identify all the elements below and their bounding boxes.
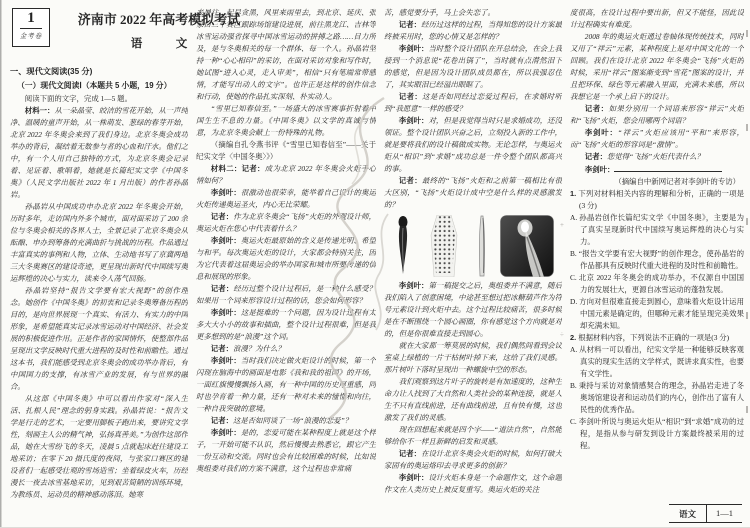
dialog-paragraph: 李剑叶：奥运火炬最原始的含义是传递光明、希望与和平。每次奥运火炬的设计，大家都会特别关注，因为它代表着这届奥运会的举办国家和城市所要传递的信息和展现的形象。 [196,236,376,281]
dialog-paragraph: 李剑叶：当时我们决定做火炬设计的时候，第一个闪现在脑海中的画面是电影《我和我的祖国》的开场，一面红旗慢慢飘扬入画，有一种中国的历史厚重感，同时也孕育着一种力量，还有一种对未来的憧憬和向往，一种自我突破的意境。 [196,356,376,413]
column-4 [570,7,744,504]
scan-edge-mark [746,406,748,413]
dialog-paragraph: 记者：最终的“飞扬”火炬和之前第一稿相比有很大区别，“飞扬”火炬设计成中空是什么样的灵感激发的？ [384,176,562,209]
paragraph: 就在大家都一筹莫展的时候，我们偶然间看到会议室桌上绿植的一片干枯树叶掉下来，这给了我们灵感。那片树叶下落时呈现出一种螺旋中空的形态。 [384,341,562,374]
option-item: B. “报告文学要有宏大视野”的创作理念，使孙晶岩的作品都具有反映时代重大进程的及时性和前瞻性。 [570,249,744,270]
torch-flame-photo-icon [500,215,554,277]
dialog-paragraph: 记者：作为北京冬奥会“飞扬”火炬的外观设计师，奥运火炬在您心中代表着什么？ [196,212,376,233]
paragraph: 苦，感觉要分手，马上会失恋了。 [384,8,495,17]
question-stem: 2. 根据材料内容，下列说法不正确的一项是(3 分) [570,333,730,342]
paragraph: 孙晶岩从中国成功申办北京 2022 年冬奥会开始，历时多年，走访国内外多个城市，面对面采访了 200 余位与冬奥会相关的各界人士，全景记录了北京冬奥会从酝酿、申办到筹备的充满曲折与挑战的历程。作品通过丰富真实的事例和人物，立体、生动地书写了京冀两地三大冬奥赛区的建设奇迹，更呈现出新时代中国续写奥运辉煌的决心与实力，读来令人荡气回肠。 [10,202,188,283]
speaker-label: 李剑叶： [398,473,429,482]
paper-title: 济南市 2022 年高考模拟考试 [77,12,241,27]
speaker-label: 李剑叶： [210,188,241,197]
dialog-paragraph: 记者：在设计北京冬奥会火炬的时候，如何打破大家固有的奥运烙印去寻求更多的创新？ [384,449,562,470]
speaker-label: 记者： [210,344,233,353]
scan-edge-mark [746,30,748,37]
scan-edge-mark [746,312,748,319]
paragraph: 度很高，在设计过程中要出新，但又不能怪，因此设计过程确实有难度。 [570,8,744,29]
speaker-label: 记者： [210,284,234,293]
subject-title: 语 文 [130,38,199,50]
torch-side-profile-icon [475,215,489,277]
column-2 [196,7,376,522]
torch-perforated-pattern-icon [424,215,464,277]
speaker-label: 材料二：记者： [210,164,265,173]
footer-page-number: 1—1 [716,508,733,518]
page-spine-edge [0,0,2,528]
page-footer-box [669,504,742,523]
answer-blank [614,163,722,172]
torch-silhouette-icon [393,215,413,277]
dialog-paragraph: 记者：经历过整个设计过程后，是一种什么感受？如果用一个词来形容设计过程的话，您会如何形容？ [196,284,376,305]
question-stem: 1. 下列对材料相关内容的理解和分析，正确的一项是(3 分) [570,189,744,210]
paragraph: 我们观察到这片叶子的旋转是有加速度的，这种生命力让人找到了大自然和人类社会的某种连接，就是人生不只有直线前进，还有曲线前进，且有快有慢，这也激发了我们的灵感。 [384,377,562,422]
option-item: B. 秉持与采访对象情感契合的理念，孙晶岩走进了冬奥场馆建设者和运动员们的内心，创作出了富有人民性的优秀作品。 [570,381,744,414]
column-3 [384,7,562,522]
speaker-label: 李剑叶： [398,116,429,125]
dialog-paragraph [570,163,744,176]
speaker-label: 李剑叶： [210,308,241,317]
source-attribution: （摘编自中新网记者对李剑叶的专访） [614,177,740,186]
section-heading: 一、现代文阅读(35 分) [10,67,93,76]
dialog-paragraph: 李剑叶：很激动也很荣幸，能举着自己设计的奥运火炬传递奥运圣火，内心无比荣耀。 [196,188,376,209]
dialog-paragraph: 李剑叶：设计火炬本身是一个命题作文，这个命题作文在人类历史上被反复重写。奥运火炬的关注 [384,473,562,494]
speaker-label: 李剑叶： [210,356,241,365]
speaker-label: 李剑叶： [398,44,429,53]
dialog-paragraph: 记者：这是否如同经过恋爱过程后，在求婚时听到“我愿意”一样的感受？ [384,92,562,113]
speaker-label: 记者： [584,104,609,113]
speaker-label: 材料一： [24,106,55,115]
speaker-label: 记者： [584,152,607,161]
dialog-paragraph: 李剑叶：“祥云”火炬应该用“平和”来形容，而“飞扬”火炬的形容词是“激情”。 [570,128,744,149]
paragraph: 阅读下面的文字，完成 1—5 题。 [24,94,132,103]
torch-figures-row [384,215,562,277]
option-item: A. 从材料一可以看出，纪实文学是一种能够反映客观真实的现实生活的文学样式，既讲求真实性，也要有文学性。 [570,345,744,378]
dialog-paragraph: 李剑叶：是的，恋爱可能在某种程度上就是这个样子，一开始可能不认识，然后慢慢去熟悉它，跟它产生一份互动和交流。同时也会有比较困难的时候，比如说奥组委对我们的方案不满意，这个过程也非常痛 [196,428,376,473]
paragraph: “雪里已知春信至。”一场盛大的冰雪赛事折射着中国生生不息的力量。《中国冬奥》以文学的真诚与情意，为北京冬奥会献上一份特殊的礼物。 [196,104,376,137]
paragraph: （摘编自孔令燕书评《“雪里已知春信至”——关于纪实文学〈中国冬奥〉》） [196,140,376,161]
scan-gutter-mark: + [560,221,564,229]
speaker-label: 李剑叶： [398,281,429,290]
speaker-label: 记者： [210,212,234,221]
speaker-label: 李剑叶： [210,428,241,437]
speaker-label: 记者： [398,176,422,185]
speaker-label: 李剑叶： [584,128,618,137]
scan-edge-mark [746,124,748,131]
edition-number-box [12,8,50,47]
speaker-label: 记者： [210,416,233,425]
option-item: D. 方向对但很难直接走到圆心，意味着火炬设计运用中国元素是确定的，但哪种元素才能呈现完美效果却充满未知。 [570,297,744,330]
speaker-label: 记者： [398,20,422,29]
dialog-paragraph: 李剑叶：第一稿提交之后，奥组委并不满意，随后我们陷入了创意困境，中途甚至想过把冰糖葫芦作为符号元素设计到火炬中去。这个过程比较痛苦，很多时候是在不断围绕一个圆心画圈，你有感觉这个方向就是对的，但是你很难直接走到圆心。 [384,281,562,338]
paragraph: 孙晶岩坚持“报告文学要有宏大视野”的创作理念。她创作《中国冬奥》的初衷和记录冬奥筹备历程的目的，是向世界展现一个真实、有活力、有实力的中国形象，是希望能真实记录冰雪运动对中国经济、社会发展的积极促进作用。正是作者的家国情怀，使整部作品呈现出文学反映时代重大进程的及时性和前瞻性。通过这本书，我们能感受到北京冬奥会的成功举办背后，有中国国力的支撑，有冰雪产业的发展，有与世界的融合。 [10,286,188,391]
option-item: C. 李剑叶所说与奥运火炬从“相识”到“求婚”成功的过程，是指从参与研发到设计方案最终被采用的过程。 [570,417,744,450]
dialog-paragraph: 记者：您觉得“飞扬”火炬代表什么？ [584,152,704,161]
brand-label: 金考卷 [19,33,43,40]
speaker-label: 李剑叶： [210,236,241,245]
paragraph: 2008 年的奥运火炬通过卷轴体现传统技术，同时又用了“祥云”元素，某种程度上是对中国文化的一个回顾。我们在设计北京 2022 年冬奥会“飞扬”火炬的时候，采用“祥云”图案渐变到“雪花”图案的设计，并且把环保、绿色等元素融入里面，充满未来感，所以我想它是一个承上启下的设计。 [570,32,744,101]
option-item: A. 孙晶岩创作长篇纪实文学《中国冬奥》，主要是为了真实呈现新时代中国续写奥运辉煌的决心与实力。 [570,213,744,246]
speaker-label: 记者： [398,92,423,101]
speaker-label: 记者： [398,449,422,458]
dialog-paragraph: 记者：如果分别用一个词语来形容“祥云”火炬和“飞扬”火炬，您会用哪两个词语？ [570,104,744,125]
dialog-paragraph: 李剑叶：当时整个设计团队在开总结会，在会上我接到一个消息说“花卷出锅了”，当时就有点潸然泪下的感觉，但是因为设计团队成员都在，所以我强忍住了，其实眼泪已经溢出眼眶了。 [384,44,562,89]
dialog-paragraph: 记者：经历过这样的过程，当得知您的设计方案最终被采用时，您的心情又是怎样的？ [384,20,562,41]
dialog-paragraph: 材料二：记者：成为北京 2022 年冬奥会火炬手心情如何？ [196,164,376,185]
option-item: C. 北京 2022 年冬奥会的成功举办，不仅源自中国国力的发展壮大，更源自冰雪运动的蓬勃发展。 [570,273,744,294]
edition-number: 1 [20,9,42,29]
subsection-heading: （一）现代文阅读Ⅰ（本题共 5 小题，19 分） [17,81,172,90]
paragraph: 材料一：从一朵晶莹、皎洁的雪花开始，从一声纯净、温暖的童声开始，从一株萌发、葱绿的春芽开始，北京 2022 年冬奥会来到了我们身边。北京冬奥会成功举办的背后，凝结着无数参与者的心血和汗水。他们之中，有一个人用自己独特的方式，为北京冬奥会记录着、见证着、歌唱着，她就是长篇纪实文学《中国冬奥》（人民文学出版社 2022 年 1 月出版）的作者孙晶岩。 [10,106,188,199]
dialog-paragraph: 记者：这是否如同谈了一场“浪漫的恋爱”？ [210,416,353,425]
paragraph: 从这部《中国冬奥》中可以看出作家对“深入生活、扎根人民”理念的躬身实践。孙晶岩说：“报告文学是行走的艺术，一定要用脚板子跑出来，要讲究文学性，刻画主人公的精气神，弘扬真善美。”为创作这部作品，她在大雪纷飞的冬天，凌晨 5 点就起床赶往建设工地采访；在零下 20 摄氏度的夜间，与张家口赛区的建设者们一起感受壮观的雪场造雪；坐着绿皮火车，历经漫长一夜去冰雪基地采访，见到艰苦简陋的训练环境，为教练员、运动员的精神感动落泪。她寒 [10,394,188,499]
scan-edge-mark [746,218,748,225]
dialog-paragraph: 李剑叶：这是挺难的一个问题，因为设计过程有太多大大小小的故事和插曲，整个设计过程很难，但是我更多想到的是“浪漫”这个词。 [196,308,376,341]
paragraph: 现在回想起来就是四个字——“道法自然”，自然能够给你不一样且新鲜的启发和灵感。 [384,425,562,446]
paragraph: 来暑往，起早贪黑，风里来雨里去，到北京、延庆、张家口三个赛区跟踪场馆建设进展，前往黑龙江、吉林等冰雪运动强省探寻中国冰雪运动的拼搏之路……目力所及，是与冬奥相关的每一个群体、每一个人。孙晶岩坚持一种“心心相印”的采访，在面对采访对象和写作时，她试图“进入心灵，走入审美”，相信“只有笔端常带感情，才能写出动人的文字”。也许正是这样的创作信念和行动，使她的作品扎实深刻、朴实动人。 [196,8,376,101]
dialog-paragraph: 李剑叶：对，但是我觉得当时只是求婚成功，还没领证。整个设计团队兴奋之后，立刻投入新的工作中，就是要将我们的设计稿做成实物。无论怎样，与奥运火炬从“相识”到“求婚”成功总是一件令整个团队都高兴的事。 [384,116,562,173]
speaker-label: 李剑叶： [584,165,615,174]
scan-gutter-mark: ÷ [560,331,564,339]
column-1 [10,64,188,520]
footer-subject-label: 语文 [669,505,707,522]
dialog-paragraph: 记者：浪漫？为什么？ [210,344,285,353]
